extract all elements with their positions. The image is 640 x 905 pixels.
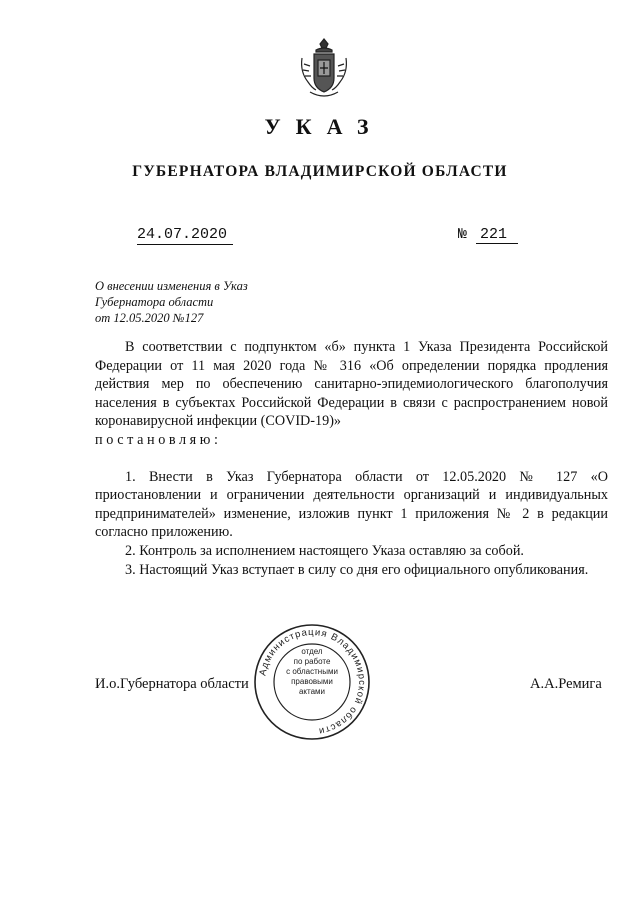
stamp-line: с областными: [286, 667, 338, 676]
stamp-line: правовыми: [291, 677, 333, 686]
stamp-inner-text: [282, 647, 342, 697]
body-item-1: 1. Внести в Указ Губернатора области от 12.05.2020 № 127 «О приостановлении и ограничении деятельности организаций и индивидуальных предпринимателей» изменение, изложив пункт 1 приложения № 2 в редакции согласно приложению.: [95, 468, 608, 541]
reference-line: О внесении изменения в Указ: [95, 279, 248, 293]
number-value: 221: [476, 226, 518, 244]
document-title: УКАЗ: [264, 114, 384, 139]
reference-block: [95, 278, 295, 326]
document-date: 24.07.2020: [137, 226, 233, 245]
body-item-3: 3. Настоящий Указ вступает в силу со дня его официального опубликования.: [125, 561, 589, 578]
number-label: №: [458, 226, 468, 243]
decree-word: постановляю:: [95, 431, 222, 448]
stamp-ring-text: Администрация Владимирской области: [257, 626, 368, 737]
reference-line: Губернатора области: [95, 295, 214, 309]
stamp-line: актами: [298, 687, 326, 696]
coat-of-arms-emblem-icon: [298, 38, 350, 100]
stamp-line: по работе: [293, 657, 331, 666]
document-number: [458, 226, 518, 244]
document-subtitle: ГУБЕРНАТОРА ВЛАДИМИРСКОЙ ОБЛАСТИ: [132, 163, 508, 180]
stamp-line: отдел: [301, 647, 323, 656]
body-item-2: 2. Контроль за исполнением настоящего Указа оставляю за собой.: [125, 542, 524, 559]
document-body: [95, 338, 608, 579]
signature-position: И.о.Губернатора области: [95, 676, 249, 692]
preamble-paragraph: В соответствии с подпунктом «б» пункта 1 Указа Президента Российской Федерации от 11 мая 2020 года № 316 «Об определении порядка продления действия мер по обеспечению санитарно-эпидемиологического благополучия населения в субъектах Российской Федерации в связи с распространением новой коронавирусной инфекции (COVID-19)»: [95, 339, 608, 430]
reference-line: от 12.05.2020 №127: [95, 311, 204, 325]
signature-name: А.А.Ремига: [530, 676, 602, 692]
